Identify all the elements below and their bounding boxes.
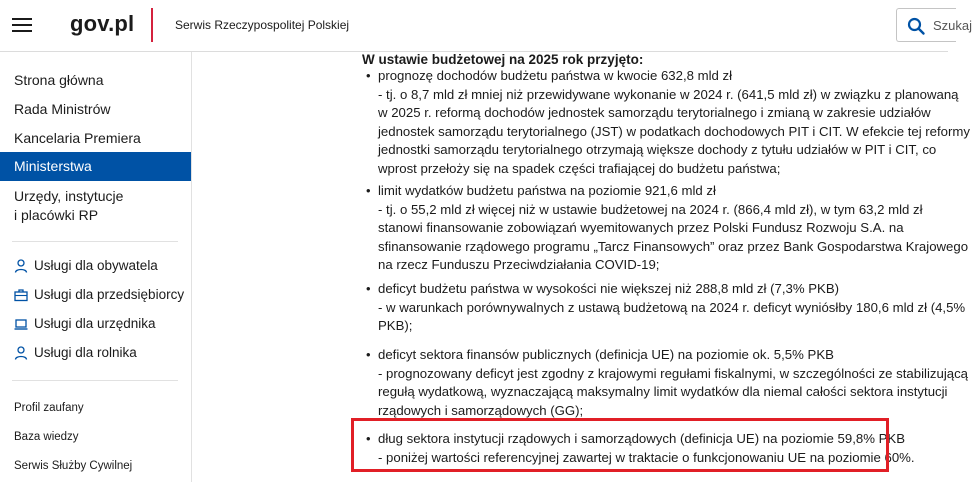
bullet-dot: • bbox=[366, 431, 371, 446]
list-item-line: regułą wydatkową, wyznaczającą maksymalny limit wydatków dla niemal całości sektora instytucji bbox=[378, 384, 948, 399]
list-item-line: limit wydatków budżetu państwa na poziomie 921,6 mld zł bbox=[378, 183, 716, 198]
list-item-line: na rzecz Funduszu Przeciwdziałania COVID-19; bbox=[378, 257, 660, 272]
services-citizen-label: Usługi dla obywatela bbox=[34, 258, 158, 273]
article-intro: W ustawie budżetowej na 2025 rok przyjęto: bbox=[362, 52, 644, 67]
sidebar-item-council-of-ministers[interactable]: Rada Ministrów bbox=[14, 101, 111, 117]
logo-separator bbox=[151, 8, 153, 42]
list-item-line: - tj. o 55,2 mld zł więcej niż w ustawie budżetowej na 2024 r. (866,4 mld zł), w tym 63,2 mld zł bbox=[378, 201, 923, 217]
services-business-link[interactable] bbox=[14, 287, 184, 302]
highlight-box bbox=[351, 418, 889, 472]
link-civil-service[interactable]: Serwis Służby Cywilnej bbox=[14, 460, 133, 472]
list-item-line: wprost przełoży się na spadek części trafiającej do budżetu państwa; bbox=[378, 160, 781, 176]
site-tagline: Serwis Rzeczypospolitej Polskiej bbox=[175, 18, 350, 32]
site-logo[interactable]: gov.pl bbox=[70, 11, 135, 36]
list-item bbox=[362, 67, 970, 178]
list-item-line: stanowi finansowanie zobowiązań wyemitowanych przez Polski Fundusz Rozwoju S.A. na bbox=[378, 220, 904, 235]
link-knowledge-base[interactable]: Baza wiedzy bbox=[14, 431, 79, 443]
sidebar-divider bbox=[12, 241, 178, 242]
bullet-dot: • bbox=[366, 68, 371, 83]
search-button[interactable] bbox=[896, 8, 972, 42]
list-item-line: deficyt sektora finansów publicznych (definicja UE) na poziomie ok. 5,5% PKB bbox=[378, 347, 834, 362]
list-item-line: rządowych i samorządowych (GG); bbox=[378, 402, 584, 418]
list-item bbox=[362, 182, 969, 275]
person-icon bbox=[14, 259, 28, 273]
list-item-line: jednostek samorządu terytorialnego (JST) w podatkach dochodowych PIT i CIT. W efekcie tej reformy bbox=[378, 123, 970, 139]
site-header bbox=[0, 0, 972, 52]
list-item bbox=[362, 280, 966, 336]
services-official-link[interactable] bbox=[14, 316, 156, 331]
sidebar-item-home[interactable]: Strona główna bbox=[14, 72, 104, 88]
person-icon bbox=[14, 346, 28, 360]
services-business-label: Usługi dla przedsiębiorcy bbox=[34, 287, 185, 302]
services-farmer-link[interactable] bbox=[14, 345, 137, 360]
list-item-line: - tj. o 8,7 mld zł mniej niż przewidywane wykonanie w 2024 r. (641,5 mld zł) w związku z planowaną bbox=[378, 86, 959, 102]
services-citizen-link[interactable] bbox=[14, 258, 158, 273]
list-item-line: w 2025 r. reformą dochodów jednostek samorządu terytorialnego i zmianą w zakresie udziałów bbox=[378, 105, 931, 120]
menu-icon[interactable] bbox=[12, 16, 32, 34]
list-item-line: - prognozowany deficyt jest zgodny z krajowymi regułami fiskalnymi, w szczególności ze stabilizującą bbox=[378, 365, 969, 381]
sidebar-item-chancellery[interactable]: Kancelaria Premiera bbox=[14, 130, 141, 146]
list-item-line: PKB); bbox=[378, 318, 413, 333]
bullet-dot: • bbox=[366, 281, 371, 296]
sidebar-item-ministries[interactable]: Ministerstwa bbox=[0, 152, 191, 181]
services-official-label: Usługi dla urzędnika bbox=[34, 316, 156, 331]
sidebar-item-offices[interactable] bbox=[0, 187, 191, 225]
link-trusted-profile[interactable]: Profil zaufany bbox=[14, 402, 84, 414]
list-item-line: deficyt budżetu państwa w wysokości nie większej niż 288,8 mld zł (7,3% PKB) bbox=[378, 281, 840, 296]
laptop-icon bbox=[14, 317, 28, 331]
list-item-line: - w warunkach porównywalnych z ustawą budżetową na 2024 r. deficyt wyniósłby 180,6 mld zł (4,5% bbox=[378, 299, 966, 315]
sidebar-item-offices-line1: Urzędy, instytucje bbox=[14, 188, 124, 204]
list-item-line: dług sektora instytucji rządowych i samorządowych (definicja UE) na poziomie 59,8% PKB bbox=[378, 431, 906, 446]
list-item-line: - poniżej wartości referencyjnej zawartej w traktacie o funkcjonowaniu UE na poziomie 60%. bbox=[378, 449, 915, 465]
services-farmer-label: Usługi dla rolnika bbox=[34, 345, 137, 360]
sidebar-divider bbox=[12, 380, 178, 381]
bullet-dot: • bbox=[366, 347, 371, 362]
sidebar-item-offices-line2: i placówki RP bbox=[14, 207, 99, 223]
list-item-line: sfinansowanie rządowego programu „Tarcz Finansowych” oraz przez Bank Gospodarstwa Krajowego bbox=[378, 238, 969, 254]
list-item bbox=[362, 346, 969, 420]
list-item-line: prognozę dochodów budżetu państwa w kwocie 632,8 mld zł bbox=[378, 68, 733, 83]
list-item-line: jednostki samorządu terytorialnego otrzymają większe dochody z tytułu udziałów w PIT i CIT, co bbox=[378, 142, 937, 157]
briefcase-icon bbox=[14, 288, 28, 302]
search-icon bbox=[907, 17, 925, 35]
sidebar bbox=[0, 52, 192, 482]
bullet-dot: • bbox=[366, 183, 371, 198]
search-label: Szukaj bbox=[933, 18, 972, 33]
